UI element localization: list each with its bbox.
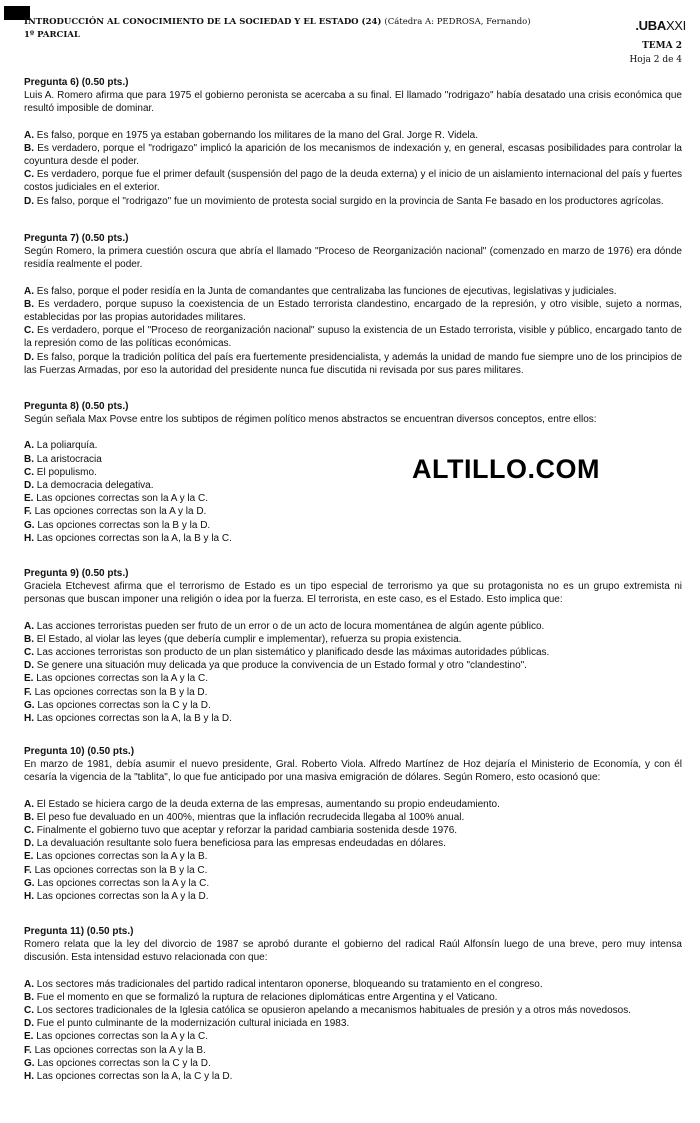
question-block xyxy=(24,745,682,903)
option-text: Las acciones terroristas son producto de un plan sistemático y planificado desde las máximas autoridades públicas. xyxy=(36,647,550,659)
question-title: Pregunta 6) (0.50 pts.) xyxy=(24,77,129,88)
option-letter: G. xyxy=(24,699,35,711)
answer-option xyxy=(24,712,682,725)
option-text: Las opciones correctas son la A y la D. xyxy=(34,506,207,518)
option-text: La devaluación resultante solo fuera beneficiosa para las empresas endeudadas en dólares. xyxy=(36,838,446,850)
answer-option xyxy=(24,1044,682,1057)
course-title: INTRODUCCIÓN AL CONOCIMIENTO DE LA SOCIEDAD Y EL ESTADO (24) xyxy=(24,17,382,27)
option-text: Es verdadero, porque supuso la coexistencia de un Estado terrorista clandestino, encargado de la represión, y otro visible, sujeto a normas, establecidas por las propias autoridades militares. xyxy=(24,298,682,324)
option-letter: B. xyxy=(24,811,34,823)
option-text: El peso fue devaluado en un 400%, mientras que la inflación recrudecida llegaba al 100% anual. xyxy=(36,811,465,823)
question-stem: En marzo de 1981, debía asumir el nuevo presidente, Gral. Roberto Viola. Alfredo Martínez de Hoz dejaría el Ministerio de Economía, y con él cesaría la vigencia de la "tablita", lo que fue anticipado por una masiva emigración de dólares. Según Romero, esto ocasionó que: xyxy=(24,759,682,784)
option-text: Es falso, porque la tradición política del país era fuertemente presidencialista, y además la unidad de mando fue siempre uno de los principios de las Fuerzas Armadas, por eso la autoridad del presidente nunca fue discutida ni revisada por sus pares militares. xyxy=(24,351,683,376)
option-letter: C. xyxy=(24,466,34,478)
option-letter: E. xyxy=(24,851,34,863)
option-text: El Estado, al violar las leyes (que debería cumplir e implementar), refuerza su propia existencia. xyxy=(36,633,462,645)
chair-name: (Cátedra A: PEDROSA, Fernando) xyxy=(384,17,531,27)
option-text: Las opciones correctas son la A y la C. xyxy=(36,673,208,685)
answer-option xyxy=(24,285,682,298)
option-text: Finalmente el gobierno tuvo que aceptar y reforzar la paridad cambiaria sostenida desde 1976. xyxy=(36,825,458,837)
answer-option xyxy=(24,479,682,492)
option-letter: B. xyxy=(24,633,34,645)
option-letter: G. xyxy=(24,1057,35,1069)
option-text: Las opciones correctas son la A y la C. xyxy=(36,493,208,505)
option-letter: B. xyxy=(24,453,34,465)
option-text: La aristocracia xyxy=(36,453,102,465)
answer-option xyxy=(24,877,682,890)
answer-option xyxy=(24,142,682,168)
option-text: Fue el momento en que se formalizó la ruptura de relaciones diplomáticas entre Argentina y el Vaticano. xyxy=(36,991,498,1003)
option-text: El populismo. xyxy=(36,466,97,478)
option-text: La poliarquía. xyxy=(36,440,98,452)
option-letter: B. xyxy=(24,991,34,1003)
option-text: Las opciones correctas son la A, la C y la D. xyxy=(36,1071,233,1083)
answer-option xyxy=(24,453,682,466)
option-letter: H. xyxy=(24,891,34,903)
option-text: Las acciones terroristas pueden ser fruto de un error o de un acto de locura momentánea de algún agente público. xyxy=(36,620,545,632)
answer-option xyxy=(24,505,682,518)
question-title: Pregunta 8) (0.50 pts.) xyxy=(24,401,129,412)
option-letter: C. xyxy=(24,325,34,337)
option-letter: C. xyxy=(24,825,34,837)
watermark: ALTILLO.COM xyxy=(412,454,600,484)
option-text: Los sectores más tradicionales del partido radical intentaron oponerse, bloqueando su tratamiento en el congreso. xyxy=(36,978,543,990)
question-stem: Según Romero, la primera cuestión oscura que abría el llamado "Proceso de Reorganización nacional" (comenzado en marzo de 1976) era dónde residía realmente el poder. xyxy=(24,246,682,271)
option-letter: G. xyxy=(24,519,35,531)
option-text: Las opciones correctas son la A y la B. xyxy=(34,1044,206,1056)
option-text: Es falso, porque el "rodrigazo" fue un movimiento de protesta social surgido en la provincia de Santa Fe basado en los productores agrícolas. xyxy=(36,195,664,207)
option-letter: H. xyxy=(24,532,34,544)
question-block xyxy=(24,567,682,725)
option-text: La democracia delegativa. xyxy=(36,480,154,492)
answer-option xyxy=(24,837,682,850)
answer-option xyxy=(24,129,682,142)
uba-xxi-logo xyxy=(635,18,686,33)
answer-option xyxy=(24,686,682,699)
option-letter: F. xyxy=(24,1044,32,1056)
option-text: Es falso, porque el poder residía en la Junta de comandantes que centralizaba las funciones de ejecutivas, legislativas y judiciales. xyxy=(36,285,617,297)
answer-option xyxy=(24,324,682,350)
document-header xyxy=(24,16,531,42)
question-stem: Romero relata que la ley del divorcio de 1987 se aprobó durante el gobierno del radical Raúl Alfonsín luego de una breve, pero muy intensa discusión. Esta intensidad estuvo relacionada con que: xyxy=(24,939,682,964)
answer-option xyxy=(24,699,682,712)
option-text: Es verdadero, porque fue el primer default (suspensión del pago de la deuda externa) y el inicio de un aislamiento internacional del país y fuertes costos judiciales en el exterior. xyxy=(24,169,683,194)
question-block xyxy=(24,925,682,1083)
question-title: Pregunta 7) (0.50 pts.) xyxy=(24,233,129,244)
question-title: Pregunta 9) (0.50 pts.) xyxy=(24,568,129,579)
option-letter: F. xyxy=(24,686,32,698)
option-letter: D. xyxy=(24,838,34,850)
option-letter: E. xyxy=(24,673,34,685)
option-text: Es verdadero, porque el "Proceso de reorganización nacional" supuso la existencia de un Estado terrorista, visible y público, encargado tanto de la represión como de las políticas económicas. xyxy=(24,325,682,350)
question-stem: Luis A. Romero afirma que para 1975 el gobierno peronista se acercaba a su final. El llamado "rodrigazo" había desatado una crisis económica que resultó imposible de dominar. xyxy=(24,90,682,115)
answer-option xyxy=(24,620,682,633)
answer-option xyxy=(24,811,682,824)
answer-option xyxy=(24,890,682,903)
option-letter: E. xyxy=(24,1031,34,1043)
option-letter: D. xyxy=(24,195,34,207)
answer-option xyxy=(24,1017,682,1030)
answer-option xyxy=(24,1057,682,1070)
question-block xyxy=(24,232,682,377)
option-letter: H. xyxy=(24,1071,34,1083)
option-text: Las opciones correctas son la A y la C. xyxy=(37,877,210,889)
option-text: Los sectores tradicionales de la Iglesia católica se opusieron apelando a mecanismos habituales de presión y a otros más novedosos. xyxy=(36,1005,632,1017)
option-letter: D. xyxy=(24,660,34,672)
option-letter: A. xyxy=(24,978,34,990)
option-letter: C. xyxy=(24,647,34,659)
answer-option xyxy=(24,798,682,811)
question-title: Pregunta 11) (0.50 pts.) xyxy=(24,926,134,937)
answer-option xyxy=(24,492,682,505)
option-text: Es verdadero, porque el "rodrigazo" implicó la aparición de los mecanismos de indexación y, en general, escasas posibilidades para controlar la coyuntura desde el poder. xyxy=(24,142,682,168)
option-letter: D. xyxy=(24,351,34,363)
option-letter: B. xyxy=(24,298,34,310)
option-letter: B. xyxy=(24,142,34,154)
option-letter: D. xyxy=(24,480,34,492)
answer-option xyxy=(24,195,682,208)
option-letter: A. xyxy=(24,129,34,141)
question-stem: Graciela Etchevest afirma que el terrorismo de Estado es un tipo especial de terrorismo ya que su protagonista no es un grupo extremista ni personas que buscan imponer una religión o idea por la fuerza. El terrorista, en este caso, es el Estado. Esto implica que: xyxy=(24,581,682,606)
answer-option xyxy=(24,351,682,377)
answer-option xyxy=(24,978,682,991)
option-letter: H. xyxy=(24,713,34,725)
answer-option xyxy=(24,991,682,1004)
answer-option xyxy=(24,168,682,194)
option-text: Las opciones correctas son la B y la D. xyxy=(37,519,211,531)
exam-name: 1º PARCIAL xyxy=(24,30,80,40)
answer-option xyxy=(24,659,682,672)
option-text: Las opciones correctas son la B y la D. xyxy=(34,686,208,698)
option-text: Las opciones correctas son la A y la D. xyxy=(36,891,209,903)
answer-option xyxy=(24,532,682,545)
option-letter: A. xyxy=(24,798,34,810)
option-letter: A. xyxy=(24,285,34,297)
option-letter: C. xyxy=(24,1005,34,1017)
answer-option xyxy=(24,633,682,646)
option-text: Se genere una situación muy delicada ya que produce la convivencia de un Estado formal y otro "clandestino". xyxy=(36,660,527,672)
option-text: Es falso, porque en 1975 ya estaban gobernando los militares de la mano del Gral. Jorge R. Videla. xyxy=(36,129,478,141)
option-letter: G. xyxy=(24,877,35,889)
answer-option xyxy=(24,1030,682,1043)
answer-option xyxy=(24,850,682,863)
answer-option xyxy=(24,672,682,685)
answer-option xyxy=(24,646,682,659)
option-text: Fue el punto culminante de la modernización cultural iniciada en 1983. xyxy=(36,1018,350,1030)
answer-option xyxy=(24,439,682,452)
option-letter: E. xyxy=(24,493,34,505)
answer-option xyxy=(24,1070,682,1083)
option-letter: C. xyxy=(24,169,34,181)
logo-suffix: XXI xyxy=(665,18,686,33)
option-letter: A. xyxy=(24,440,34,452)
option-text: Las opciones correctas son la A, la B y la C. xyxy=(36,532,232,544)
option-text: Las opciones correctas son la A y la B. xyxy=(36,851,208,863)
answer-option xyxy=(24,864,682,877)
answer-option xyxy=(24,824,682,837)
question-title: Pregunta 10) (0.50 pts.) xyxy=(24,746,135,757)
question-block xyxy=(24,400,682,545)
option-letter: A. xyxy=(24,620,34,632)
question-stem: Según señala Max Povse entre los subtipos de régimen político menos abstractos se encuentran diversos conceptos, entre ellos: xyxy=(24,414,597,426)
option-text: Las opciones correctas son la B y la C. xyxy=(34,864,208,876)
option-letter: D. xyxy=(24,1018,34,1030)
option-text: Las opciones correctas son la A, la B y la D. xyxy=(36,713,232,725)
tema-label: TEMA 2 xyxy=(642,41,682,51)
option-letter: F. xyxy=(24,864,32,876)
page-indicator: Hoja 2 de 4 xyxy=(629,55,682,65)
answer-option xyxy=(24,466,682,479)
question-block xyxy=(24,76,682,208)
option-text: El Estado se hiciera cargo de la deuda externa de las empresas, aumentando su propio endeudamiento. xyxy=(36,798,500,810)
answer-option xyxy=(24,1004,682,1017)
logo-main: .UBA xyxy=(635,18,666,33)
answer-option xyxy=(24,298,682,324)
option-text: Las opciones correctas son la A y la C. xyxy=(36,1031,208,1043)
answer-option xyxy=(24,519,682,532)
option-text: Las opciones correctas son la C y la D. xyxy=(37,699,211,711)
option-text: Las opciones correctas son la C y la D. xyxy=(37,1057,211,1069)
option-letter: F. xyxy=(24,506,32,518)
